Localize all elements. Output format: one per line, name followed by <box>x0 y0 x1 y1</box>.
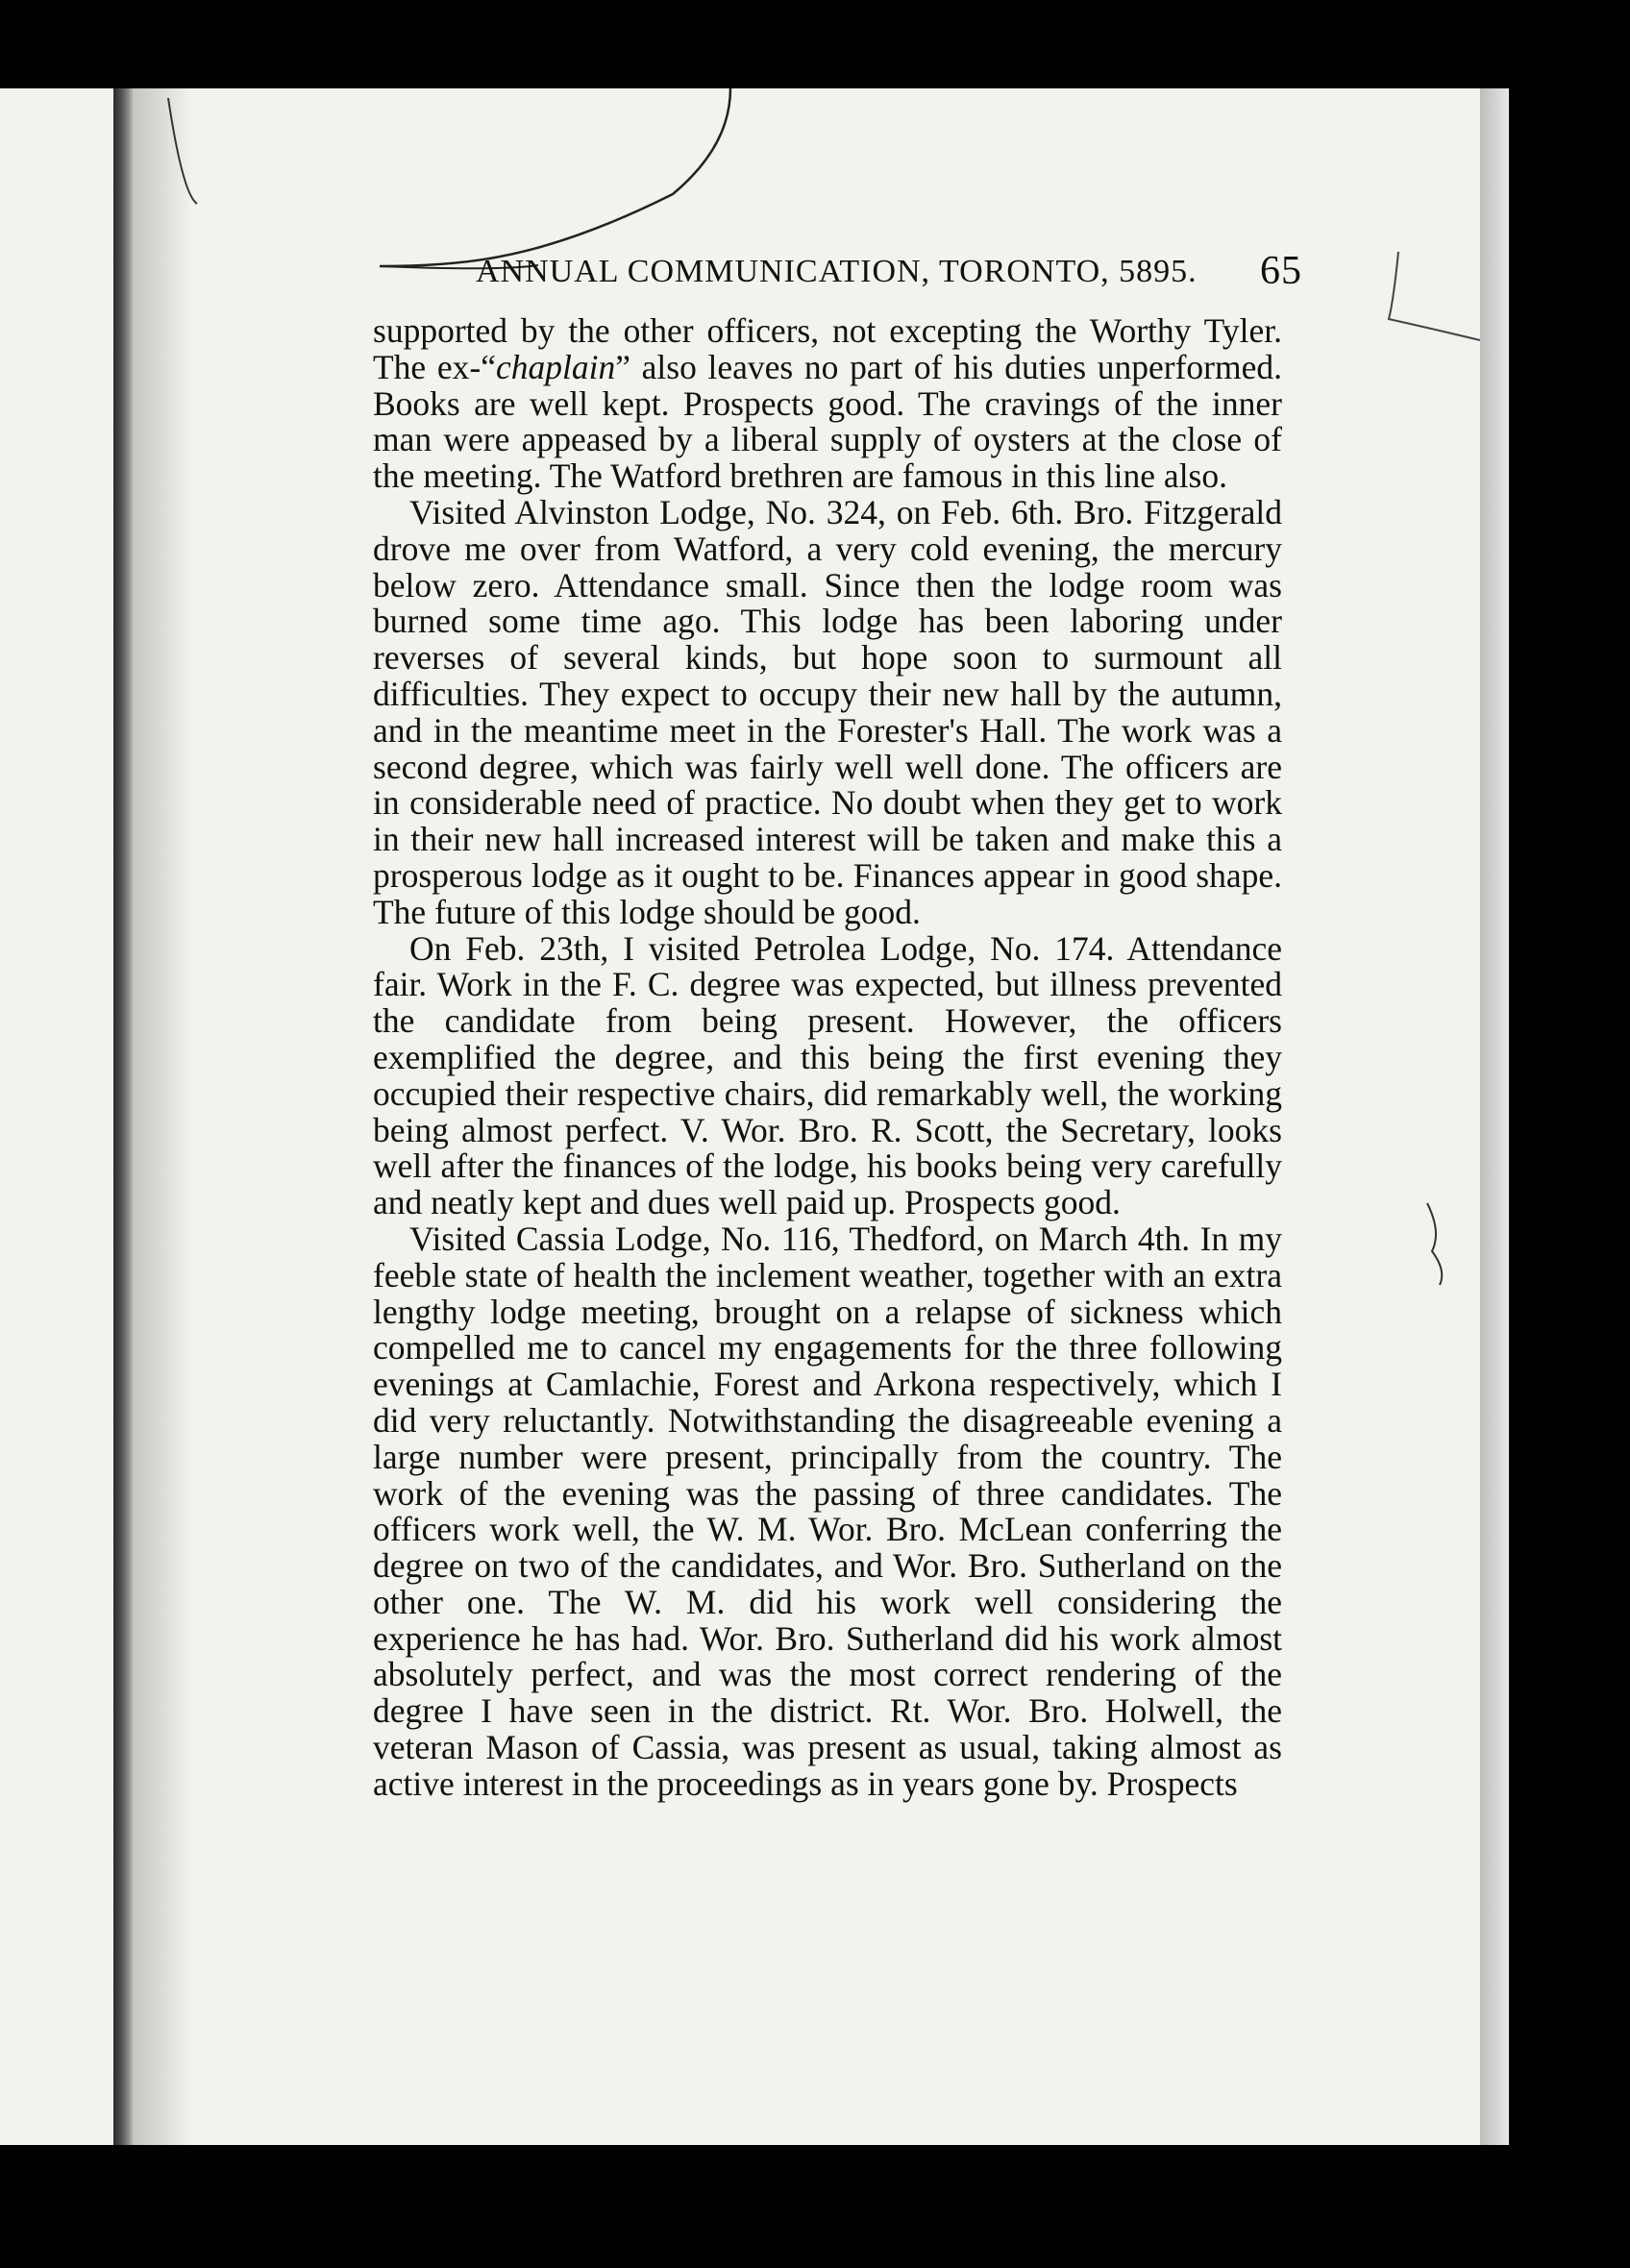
running-header <box>476 248 1302 296</box>
paragraph-4: Visited Cassia Lodge, No. 116, Thedford, on March 4th. In my feeble state of health the inclement weather, together with an extra lengthy lodge meeting, brought on a relapse of sickness which compelled me to cancel my engagements for the three following evenings at Camlachie, Forest and Arkona respectively, which I did very reluctantly. Notwithstanding the disagreeable evening a large number were present, principally from the country. The work of the evening was the passing of three candidates. The officers work well, the W. M. Wor. Bro. McLean conferring the degree on two of the candidates, and Wor. Bro. Sutherland on the other one. The W. M. did his work well considering the experience he has had. Wor. Bro. Sutherland did his work almost absolutely perfect, and was the most correct rendering of the degree I have seen in the district. Rt. Wor. Bro. Holwell, the veteran Mason of Cassia, was present as usual, taking almost as active interest in the proceedings as in years gone by. Prospects <box>373 1219 1282 1803</box>
paragraph-1-part-a: supported by the other officers, not excepting the Worthy Tyler. The ex-“ <box>373 311 1282 386</box>
header-title: ANNUAL COMMUNICATION, TORONTO, 5895. <box>476 254 1198 289</box>
italic-word: chaplain <box>495 347 616 386</box>
body-text <box>373 313 1282 1803</box>
page-edge <box>1480 88 1509 2145</box>
paragraph-3: On Feb. 23th, I visited Petrolea Lodge, No. 174. Attendance fair. Work in the F. C. degree was expected, but illness prevented the candidate from being present. However, the officers exemplified the degree, and this being the first evening they occupied their respective chairs, did remarkably well, the working being almost perfect. V. Wor. Bro. R. Scott, the Secretary, looks well after the finances of the lodge, his books being very carefully and neatly kept and dues well paid up. Prospects good. <box>373 928 1282 1222</box>
paragraph-1 <box>373 313 1282 495</box>
page-number: 65 <box>1260 249 1302 293</box>
paragraph-2: Visited Alvinston Lodge, No. 324, on Feb. 6th. Bro. Fitzgerald drove me over from Watford, a very cold evening, the mercury below zero. Attendance small. Since then the lodge room was burned some time ago. This lodge has been laboring under reverses of several kinds, but hope soon to surmount all difficulties. They expect to occupy their new hall by the autumn, and in the meantime meet in the Forester's Hall. The work was a second degree, which was fairly well well done. The officers are in considerable need of practice. No doubt when they get to work in their new hall increased interest will be taken and make this a prosperous lodge as it ought to be. Finances appear in good shape. The future of this lodge should be good. <box>373 492 1282 931</box>
paragraph-1-part-b: ” also leaves no part of his duties unperformed. Books are well kept. Prospects good. The cravings of the inner man were appeased by a liberal supply of oysters at the close of the meeting. The Watford brethren are famous in this line also. <box>373 347 1282 496</box>
